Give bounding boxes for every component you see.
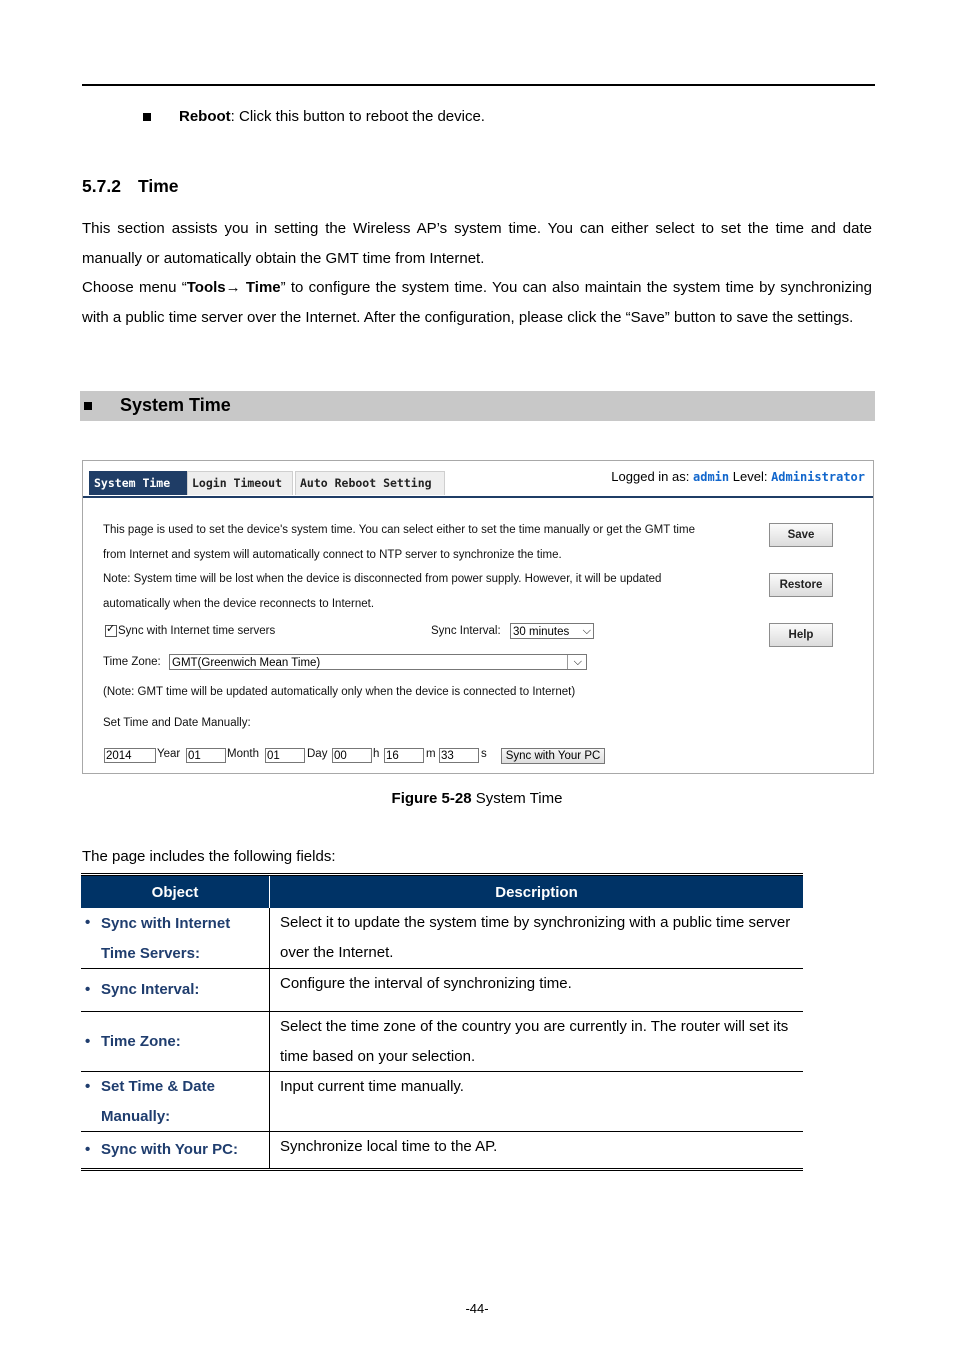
table-description: Select the time zone of the country you are currently in. The router will set its time based on your selection. <box>270 1012 804 1072</box>
sync-with-pc-button[interactable]: Sync with Your PC <box>501 748 605 764</box>
menu-paragraph: Choose menu “Tools→ Time” to configure the system time. You can also maintain the system time by synchronizing with a public time server over the Internet. After the configuration, please click the “Save” button to save the settings. <box>82 279 872 326</box>
square-bullet-icon <box>143 113 151 121</box>
table-object: Time Zone: <box>101 1032 181 1050</box>
table-row <box>81 969 803 1012</box>
menu-arrow-icon: → <box>225 279 241 296</box>
reboot-text: : Click this button to reboot the device. <box>230 108 485 125</box>
table-description: Select it to update the system time by synchronizing with a public time server over the Internet. <box>270 908 804 969</box>
page-number: -44- <box>465 1301 489 1316</box>
table-description: Input current time manually. <box>270 1072 804 1132</box>
table-header-description: Description <box>270 875 804 909</box>
section-number: 5.7.2 <box>82 176 121 196</box>
save-button[interactable]: Save <box>769 523 833 547</box>
round-bullet-icon: • <box>85 1141 91 1159</box>
sync-interval-label: Sync Interval: <box>431 625 501 637</box>
sync-interval-select[interactable]: 30 minutes ⌵ <box>510 623 594 639</box>
menu-tools: Tools <box>186 279 226 296</box>
header-rule <box>82 84 875 86</box>
second-label: s <box>481 748 487 760</box>
square-bullet-icon <box>84 402 92 410</box>
table-row <box>81 1132 803 1170</box>
gmt-note: (Note: GMT time will be updated automatically only when the device is connected to Internet) <box>103 686 576 698</box>
page-description-line: from Internet and system will automatically connect to NTP server to synchronize the time. <box>103 549 562 561</box>
table-object: Sync with Your PC: <box>101 1141 238 1159</box>
login-status: Logged in as: admin Level: Administrator <box>611 469 865 484</box>
second-input[interactable]: 33 <box>439 748 479 763</box>
tab-system-time[interactable]: System Time <box>89 471 187 495</box>
logged-in-user: admin <box>693 470 730 484</box>
fields-table <box>81 873 803 1171</box>
round-bullet-icon: • <box>85 1078 91 1095</box>
figure-label: Figure 5-28 <box>391 790 472 807</box>
minute-input[interactable]: 16 <box>384 748 424 763</box>
round-bullet-icon: • <box>85 914 91 931</box>
table-object: Sync with Internet Time Servers: <box>101 915 231 962</box>
day-label: Day <box>307 748 328 760</box>
subsection-title: System Time <box>120 395 231 415</box>
month-label: Month <box>227 748 259 760</box>
table-description: Synchronize local time to the AP. <box>270 1132 804 1170</box>
manual-time-label: Set Time and Date Manually: <box>103 717 251 729</box>
figure-caption <box>0 790 954 807</box>
table-description: Configure the interval of synchronizing time. <box>270 969 804 1012</box>
help-button[interactable]: Help <box>769 623 833 647</box>
table-object: Sync Interval: <box>101 981 200 999</box>
table-row <box>81 1072 803 1132</box>
year-input[interactable]: 2014 <box>104 748 156 763</box>
table-row <box>81 908 803 969</box>
subsection-bar <box>80 391 875 421</box>
hour-input[interactable]: 00 <box>332 748 372 763</box>
fields-intro: The page includes the following fields: <box>82 848 336 865</box>
timezone-select[interactable]: GMT(Greenwich Mean Time) ⌵ <box>169 654 587 670</box>
menu-time: Time <box>240 279 281 296</box>
timezone-label: Time Zone: <box>103 656 161 668</box>
user-level: Administrator <box>771 470 865 484</box>
page-description-line: automatically when the device reconnects to Internet. <box>103 598 375 610</box>
figure-text: System Time <box>471 790 563 807</box>
hour-label: h <box>373 748 380 760</box>
year-label: Year <box>157 748 181 760</box>
table-header-row <box>81 875 803 909</box>
table-row <box>81 1012 803 1072</box>
page-description-line: Note: System time will be lost when the device is disconnected from power supply. However, it will be updated <box>103 573 662 585</box>
round-bullet-icon: • <box>85 981 91 999</box>
month-input[interactable]: 01 <box>186 748 226 763</box>
tab-login-timeout[interactable]: Login Timeout <box>187 471 293 495</box>
round-bullet-icon: • <box>85 1032 91 1050</box>
tab-underline <box>83 496 873 498</box>
chevron-down-icon: ⌵ <box>582 625 591 637</box>
section-title: Time <box>138 176 179 196</box>
minute-label: m <box>426 748 436 760</box>
tab-auto-reboot-setting[interactable]: Auto Reboot Setting <box>295 471 445 495</box>
section-heading <box>82 176 179 197</box>
sync-internet-label: Sync with Internet time servers <box>118 625 276 637</box>
page-description-line: This page is used to set the device's system time. You can select either to set the time manually or get the GMT time <box>103 524 695 536</box>
reboot-term: Reboot <box>179 108 231 125</box>
day-input[interactable]: 01 <box>265 748 305 763</box>
table-header-object: Object <box>81 875 270 909</box>
chevron-down-icon: ⌵ <box>573 656 582 668</box>
intro-paragraph: This section assists you in setting the Wireless AP’s system time. You can either select to set the time and date manually or automatically obtain the GMT time from Internet. <box>82 220 872 267</box>
restore-button[interactable]: Restore <box>769 573 833 597</box>
system-time-screenshot <box>82 460 874 774</box>
table-object: Set Time & Date Manually: <box>101 1078 215 1125</box>
sync-internet-checkbox[interactable] <box>105 625 117 637</box>
